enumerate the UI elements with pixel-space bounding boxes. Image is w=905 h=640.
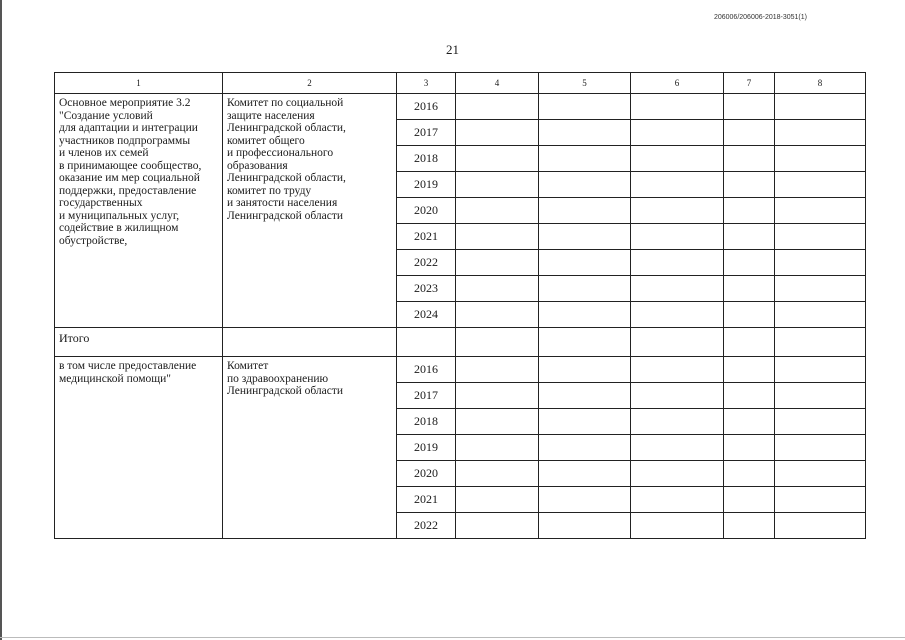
year-cell: 2020 [397, 461, 456, 487]
table-cell [775, 435, 866, 461]
table-cell [724, 357, 775, 383]
table-cell [631, 513, 724, 539]
header-row [55, 73, 866, 94]
year-cell: 2017 [397, 383, 456, 409]
table-cell [539, 146, 631, 172]
table-cell [456, 357, 539, 383]
table-cell [724, 224, 775, 250]
table-cell [775, 328, 866, 357]
page-number: 21 [446, 42, 459, 57]
table-cell [397, 328, 456, 357]
table-cell [631, 383, 724, 409]
table-cell [456, 435, 539, 461]
year-cell: 2021 [397, 487, 456, 513]
table-cell [539, 513, 631, 539]
table-cell [539, 328, 631, 357]
table-cell [456, 250, 539, 276]
table-cell [775, 357, 866, 383]
year-cell: 2020 [397, 198, 456, 224]
year-cell: 2019 [397, 435, 456, 461]
total-label: Итого [55, 328, 223, 357]
table-cell [724, 250, 775, 276]
year-cell: 2021 [397, 224, 456, 250]
table-cell [724, 513, 775, 539]
header-cell: 7 [724, 73, 775, 94]
table-cell [456, 461, 539, 487]
block1-rows [55, 94, 866, 328]
table-cell [724, 172, 775, 198]
document-id: 206006/206006-2018-3051(1) [713, 14, 807, 21]
table-cell [539, 250, 631, 276]
table-cell [539, 409, 631, 435]
page-bottom-line [0, 637, 905, 638]
table-cell [631, 435, 724, 461]
executor-cell: Комитет по социальной защите населения Ленинградской области, комитет общего и профессионального образования Ленинградской области, комитет по труду и занятости населения Ленинградской области [223, 94, 397, 328]
year-row [55, 94, 866, 120]
table-cell [539, 120, 631, 146]
table-cell [775, 302, 866, 328]
table-cell [724, 435, 775, 461]
table-cell [631, 172, 724, 198]
program-table [54, 72, 866, 539]
table-cell [539, 357, 631, 383]
table-cell [456, 120, 539, 146]
header-cell: 2 [223, 73, 397, 94]
table-cell [631, 357, 724, 383]
year-cell: 2019 [397, 172, 456, 198]
table-cell [456, 328, 539, 357]
year-cell: 2016 [397, 357, 456, 383]
table-cell [724, 120, 775, 146]
table-cell [631, 328, 724, 357]
table-cell [775, 94, 866, 120]
table-cell [456, 172, 539, 198]
table-cell [456, 383, 539, 409]
table-cell [456, 276, 539, 302]
table-cell [539, 302, 631, 328]
program-table-wrapper [54, 72, 866, 539]
table-cell [456, 94, 539, 120]
table-cell [631, 461, 724, 487]
table-cell [456, 409, 539, 435]
table-cell [724, 409, 775, 435]
table-cell [631, 302, 724, 328]
year-cell: 2016 [397, 94, 456, 120]
table-cell [631, 198, 724, 224]
table-cell [724, 276, 775, 302]
table-cell [775, 461, 866, 487]
total-row [55, 328, 866, 357]
header-cell: 4 [456, 73, 539, 94]
table-cell [724, 198, 775, 224]
table-cell [539, 435, 631, 461]
year-cell: 2024 [397, 302, 456, 328]
header-cell: 6 [631, 73, 724, 94]
table-cell [631, 250, 724, 276]
table-cell [456, 198, 539, 224]
table-cell [631, 94, 724, 120]
table-cell [539, 172, 631, 198]
table-cell [724, 94, 775, 120]
header-cell: 8 [775, 73, 866, 94]
table-cell [539, 276, 631, 302]
table-cell [631, 146, 724, 172]
year-cell: 2017 [397, 120, 456, 146]
table-cell [724, 487, 775, 513]
table-cell [775, 224, 866, 250]
table-cell [539, 487, 631, 513]
block2-rows [55, 357, 866, 539]
table-cell [724, 302, 775, 328]
year-cell: 2018 [397, 409, 456, 435]
activity-cell: Основное мероприятие 3.2 "Создание условий для адаптации и интеграции участников подпрограммы и членов их семей в принимающее сообщество, оказание им мер социальной поддержки, предоставление государственных и муниципальных услуг, содействие в жилищном обустройстве, [55, 94, 223, 328]
table-cell [456, 513, 539, 539]
year-cell: 2022 [397, 513, 456, 539]
table-cell [775, 276, 866, 302]
executor-cell: Комитет по здравоохранению Ленинградской области [223, 357, 397, 539]
table-cell [456, 302, 539, 328]
table-cell [775, 383, 866, 409]
table-cell [456, 146, 539, 172]
table-cell [724, 461, 775, 487]
table-cell [539, 461, 631, 487]
year-row [55, 357, 866, 383]
table-cell [775, 198, 866, 224]
table-cell [456, 224, 539, 250]
table-cell [775, 146, 866, 172]
table-cell [775, 513, 866, 539]
year-cell: 2022 [397, 250, 456, 276]
table-cell [775, 409, 866, 435]
table-cell [456, 487, 539, 513]
table-cell [775, 487, 866, 513]
table-cell [539, 383, 631, 409]
table-cell [631, 224, 724, 250]
table-cell [631, 487, 724, 513]
table-cell [539, 224, 631, 250]
table-cell [724, 146, 775, 172]
year-cell: 2023 [397, 276, 456, 302]
table-cell [775, 172, 866, 198]
table-cell [724, 328, 775, 357]
table-cell [631, 120, 724, 146]
header-cell: 5 [539, 73, 631, 94]
page-edge [0, 0, 2, 640]
table-cell [775, 250, 866, 276]
table-cell [631, 409, 724, 435]
table-cell [539, 94, 631, 120]
table-cell [539, 198, 631, 224]
header-cell: 1 [55, 73, 223, 94]
table-cell [223, 328, 397, 357]
table-cell [631, 276, 724, 302]
table-cell [724, 383, 775, 409]
table-cell [775, 120, 866, 146]
activity-cell: в том числе предоставление медицинской помощи" [55, 357, 223, 539]
year-cell: 2018 [397, 146, 456, 172]
header-cell: 3 [397, 73, 456, 94]
